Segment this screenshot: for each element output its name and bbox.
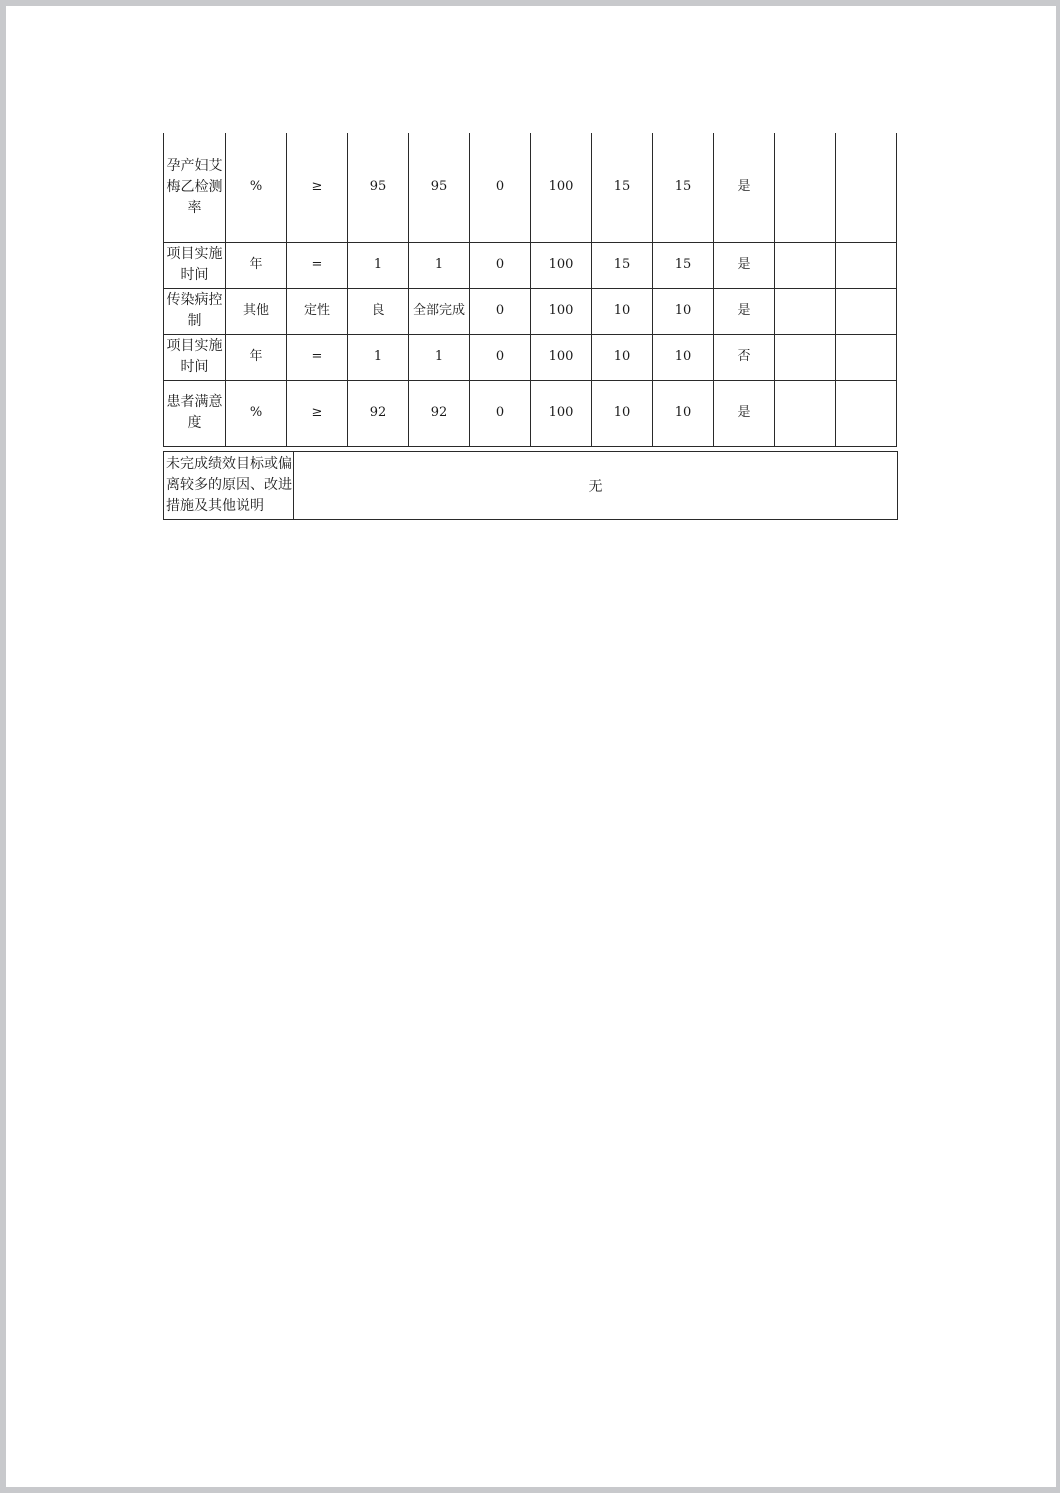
document-page (6, 6, 1056, 1487)
remarks-label: 未完成绩效目标或偏离较多的原因、改进措施及其他说明 (166, 456, 292, 514)
score-cell: 10 (653, 380, 714, 446)
empty-cell (775, 380, 836, 446)
operator-cell: = (287, 242, 348, 288)
unit-cell: % (226, 380, 287, 446)
operator-cell: ≥ (287, 380, 348, 446)
target-value-cell: 良 (348, 288, 409, 334)
target-value-cell: 1 (348, 334, 409, 380)
performance-indicator-table (163, 133, 897, 447)
completion-rate-cell: 100 (531, 334, 592, 380)
actual-value-cell: 92 (409, 380, 470, 446)
indicator-name-cell: 项目实施时间 (164, 242, 226, 288)
target-value-cell: 95 (348, 133, 409, 242)
empty-cell (836, 242, 897, 288)
unit-cell: 年 (226, 334, 287, 380)
empty-cell (836, 334, 897, 380)
target-value-cell: 1 (348, 242, 409, 288)
unit-cell: 年 (226, 242, 287, 288)
deviation-cell: 0 (470, 133, 531, 242)
weight-cell: 15 (592, 242, 653, 288)
score-cell: 10 (653, 334, 714, 380)
empty-cell (775, 288, 836, 334)
indicator-name-cell: 患者满意度 (164, 380, 226, 446)
deviation-cell: 0 (470, 334, 531, 380)
remarks-row (164, 452, 898, 520)
remarks-value: 无 (294, 452, 898, 520)
weight-cell: 10 (592, 288, 653, 334)
weight-cell: 10 (592, 334, 653, 380)
operator-cell: ≥ (287, 133, 348, 242)
actual-value-cell: 全部完成 (409, 288, 470, 334)
table-row (164, 334, 897, 380)
empty-cell (836, 133, 897, 242)
actual-value-cell: 95 (409, 133, 470, 242)
achieved-cell: 是 (714, 380, 775, 446)
completion-rate-cell: 100 (531, 133, 592, 242)
deviation-cell: 0 (470, 242, 531, 288)
weight-cell: 15 (592, 133, 653, 242)
empty-cell (836, 288, 897, 334)
empty-cell (836, 380, 897, 446)
operator-cell: 定性 (287, 288, 348, 334)
remarks-table (163, 451, 898, 520)
indicator-name-cell: 传染病控制 (164, 288, 226, 334)
achieved-cell: 是 (714, 242, 775, 288)
table-row (164, 288, 897, 334)
unit-cell: % (226, 133, 287, 242)
score-cell: 15 (653, 242, 714, 288)
deviation-cell: 0 (470, 288, 531, 334)
achieved-cell: 否 (714, 334, 775, 380)
completion-rate-cell: 100 (531, 288, 592, 334)
unit-cell: 其他 (226, 288, 287, 334)
completion-rate-cell: 100 (531, 380, 592, 446)
completion-rate-cell: 100 (531, 242, 592, 288)
table-row (164, 133, 897, 242)
actual-value-cell: 1 (409, 334, 470, 380)
target-value-cell: 92 (348, 380, 409, 446)
actual-value-cell: 1 (409, 242, 470, 288)
empty-cell (775, 334, 836, 380)
score-cell: 10 (653, 288, 714, 334)
empty-cell (775, 242, 836, 288)
achieved-cell: 是 (714, 133, 775, 242)
indicator-name-cell: 项目实施时间 (164, 334, 226, 380)
remarks-label-cell (164, 452, 294, 520)
weight-cell: 10 (592, 380, 653, 446)
score-cell: 15 (653, 133, 714, 242)
deviation-cell: 0 (470, 380, 531, 446)
empty-cell (775, 133, 836, 242)
achieved-cell: 是 (714, 288, 775, 334)
operator-cell: = (287, 334, 348, 380)
table-row (164, 242, 897, 288)
table-row (164, 380, 897, 446)
indicator-name-cell: 孕产妇艾梅乙检测率 (164, 133, 226, 242)
